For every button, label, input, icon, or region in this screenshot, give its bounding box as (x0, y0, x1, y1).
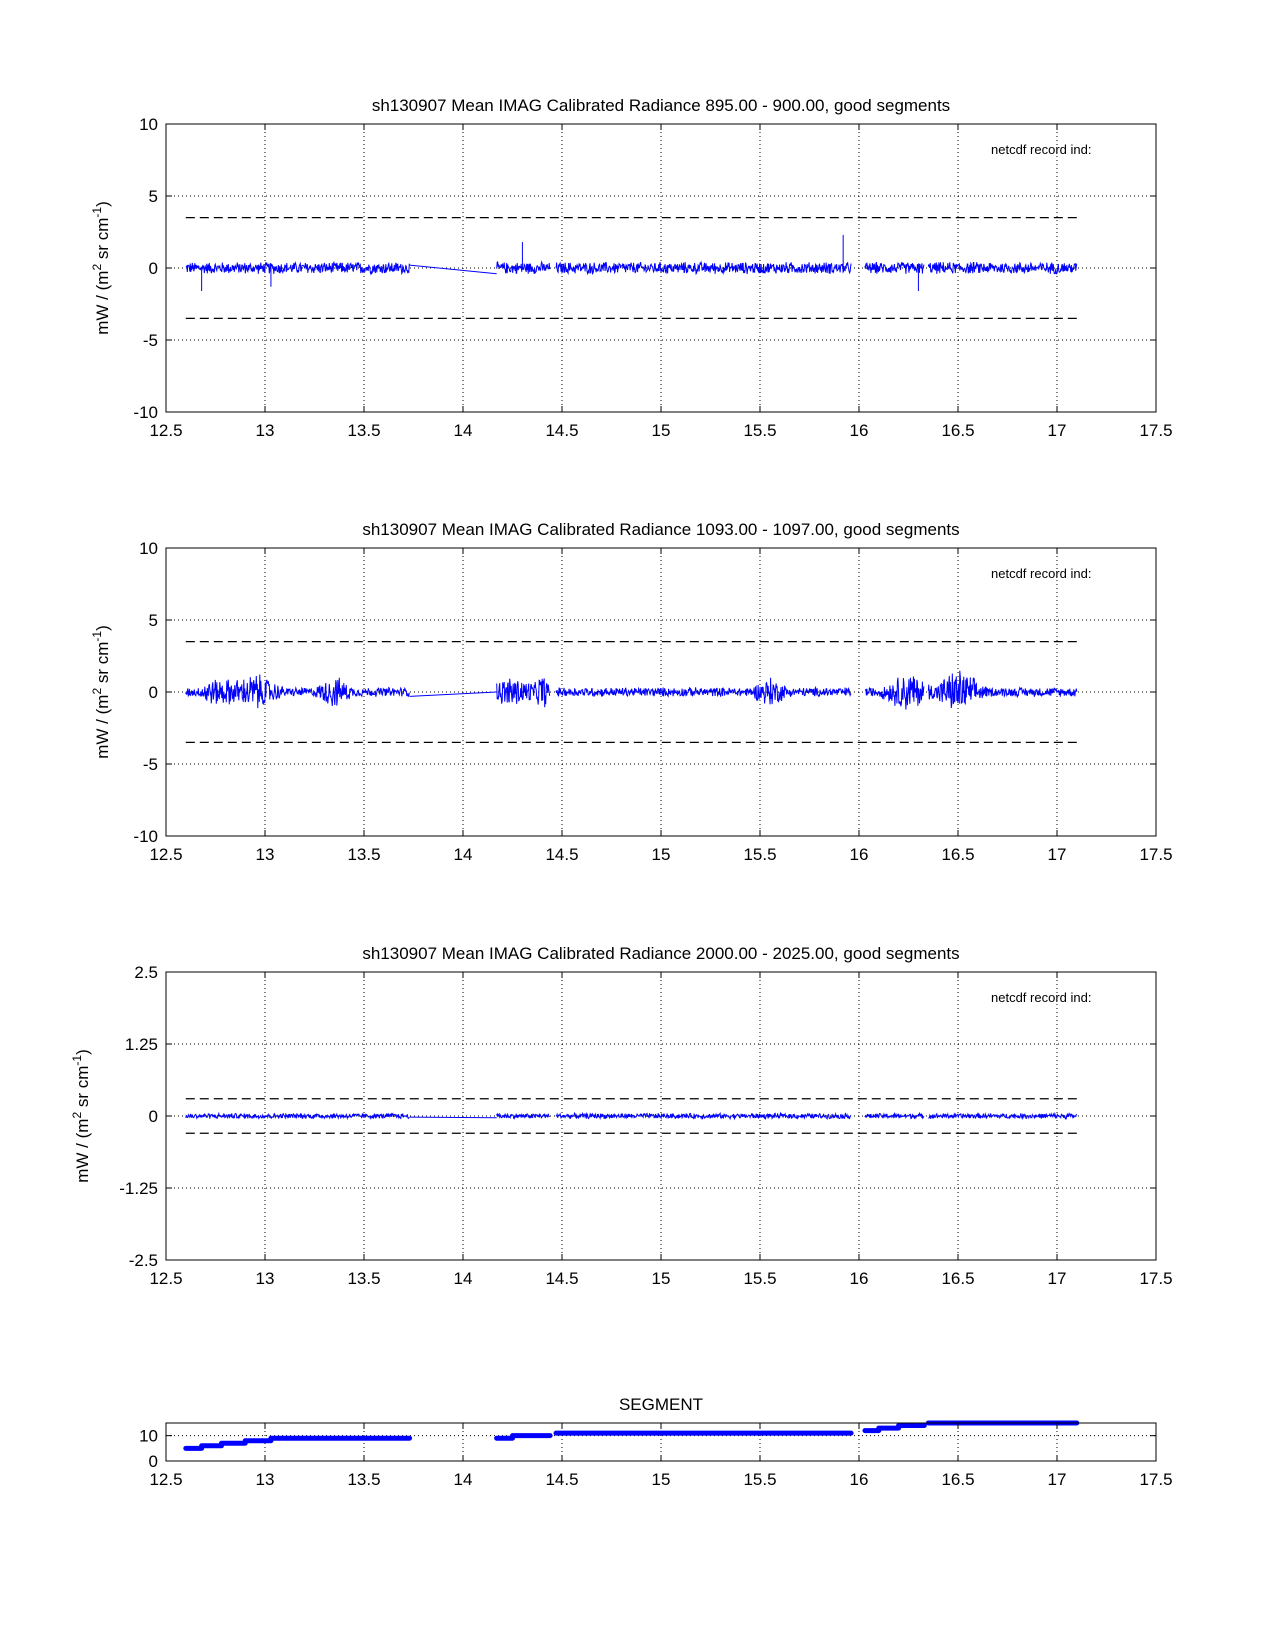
y-tick-label: 10 (139, 539, 158, 558)
x-tick-label: 15 (651, 845, 671, 864)
x-tick-label: 16 (849, 1470, 869, 1489)
record-index-annotation: netcdf record ind: (991, 990, 1092, 1005)
y-label-text: sr cm (93, 217, 112, 264)
x-tick-label: 15.5 (743, 1470, 777, 1489)
y-tick-label: 5 (148, 611, 158, 630)
chart-title: sh130907 Mean IMAG Calibrated Radiance 2000.00 - 2025.00, good segments (362, 944, 960, 963)
x-tick-label: 17 (1047, 1470, 1067, 1489)
y-label-text: mW / (m (93, 694, 112, 759)
x-tick-label: 17 (1047, 845, 1067, 864)
y-tick-label: 1.25 (124, 1035, 158, 1054)
x-tick-label: 12.5 (149, 845, 183, 864)
y-label-superscript: -1 (90, 630, 104, 642)
x-tick-label: 14 (453, 421, 473, 440)
y-tick-label: 0 (148, 1452, 158, 1471)
x-tick-label: 13 (255, 1269, 275, 1288)
x-tick-label: 15 (651, 1269, 671, 1288)
y-tick-label: -5 (142, 755, 158, 774)
x-tick-label: 12.5 (149, 1269, 183, 1288)
x-tick-label: 12.5 (149, 421, 183, 440)
y-tick-label: 0 (148, 1107, 158, 1126)
y-label-text: ) (93, 201, 112, 207)
y-label-superscript: -1 (70, 1054, 84, 1066)
y-label-text: ) (93, 625, 112, 631)
x-tick-label: 16.5 (941, 1470, 975, 1489)
x-tick-label: 15.5 (743, 421, 777, 440)
y-tick-label: 0 (148, 683, 158, 702)
y-tick-label: 0 (148, 259, 158, 278)
record-index-annotation: netcdf record ind: (991, 142, 1092, 157)
x-tick-label: 16 (849, 845, 869, 864)
y-tick-label: -1.25 (119, 1179, 158, 1198)
y-label-superscript: 2 (90, 263, 104, 271)
x-tick-label: 15 (651, 1470, 671, 1489)
x-tick-label: 13 (255, 421, 275, 440)
x-tick-label: 16.5 (941, 845, 975, 864)
x-tick-label: 16 (849, 421, 869, 440)
y-label-text: sr cm (73, 1065, 92, 1112)
y-label-text: ) (73, 1049, 92, 1055)
y-tick-label: 5 (148, 187, 158, 206)
x-tick-label: 13 (255, 1470, 275, 1489)
x-tick-label: 15.5 (743, 845, 777, 864)
x-tick-label: 16.5 (941, 421, 975, 440)
chart-title: sh130907 Mean IMAG Calibrated Radiance 895.00 - 900.00, good segments (371, 96, 951, 115)
x-tick-label: 14.5 (545, 421, 579, 440)
x-tick-label: 14 (453, 1470, 473, 1489)
y-label-text: mW / (m (73, 1118, 92, 1183)
y-tick-label: 2.5 (134, 963, 158, 982)
series-bridge (410, 1117, 497, 1118)
x-tick-label: 15 (651, 421, 671, 440)
x-tick-label: 17 (1047, 421, 1067, 440)
record-index-annotation: netcdf record ind: (991, 566, 1092, 581)
y-tick-label: 10 (139, 1426, 158, 1446)
y-tick-label: 10 (139, 115, 158, 134)
y-tick-label: -2.5 (128, 1251, 158, 1270)
y-tick-label: -10 (133, 827, 158, 846)
x-tick-label: 13.5 (347, 1269, 381, 1288)
x-tick-label: 17.5 (1139, 1470, 1173, 1489)
y-label-superscript: -1 (90, 206, 104, 218)
x-tick-label: 17.5 (1139, 845, 1173, 864)
y-label-text: sr cm (93, 641, 112, 688)
x-tick-label: 14.5 (545, 1470, 579, 1489)
x-tick-label: 15.5 (743, 1269, 777, 1288)
y-tick-label: -10 (133, 403, 158, 422)
chart-title: sh130907 Mean IMAG Calibrated Radiance 1093.00 - 1097.00, good segments (362, 520, 960, 539)
x-tick-label: 13.5 (347, 1470, 381, 1489)
x-tick-label: 13.5 (347, 845, 381, 864)
y-label-text: mW / (m (93, 270, 112, 335)
x-tick-label: 16 (849, 1269, 869, 1288)
x-tick-label: 14 (453, 1269, 473, 1288)
chart-title: SEGMENT (618, 1395, 704, 1414)
y-label-superscript: 2 (90, 687, 104, 695)
x-tick-label: 17 (1047, 1269, 1067, 1288)
x-tick-label: 12.5 (149, 1470, 183, 1489)
x-tick-label: 14 (453, 845, 473, 864)
x-tick-label: 13.5 (347, 421, 381, 440)
x-tick-label: 14.5 (545, 845, 579, 864)
x-tick-label: 16.5 (941, 1269, 975, 1288)
y-label-superscript: 2 (70, 1111, 84, 1119)
x-tick-label: 13 (255, 845, 275, 864)
x-tick-label: 17.5 (1139, 1269, 1173, 1288)
x-tick-label: 14.5 (545, 1269, 579, 1288)
y-tick-label: -5 (142, 331, 158, 350)
x-tick-label: 17.5 (1139, 421, 1173, 440)
